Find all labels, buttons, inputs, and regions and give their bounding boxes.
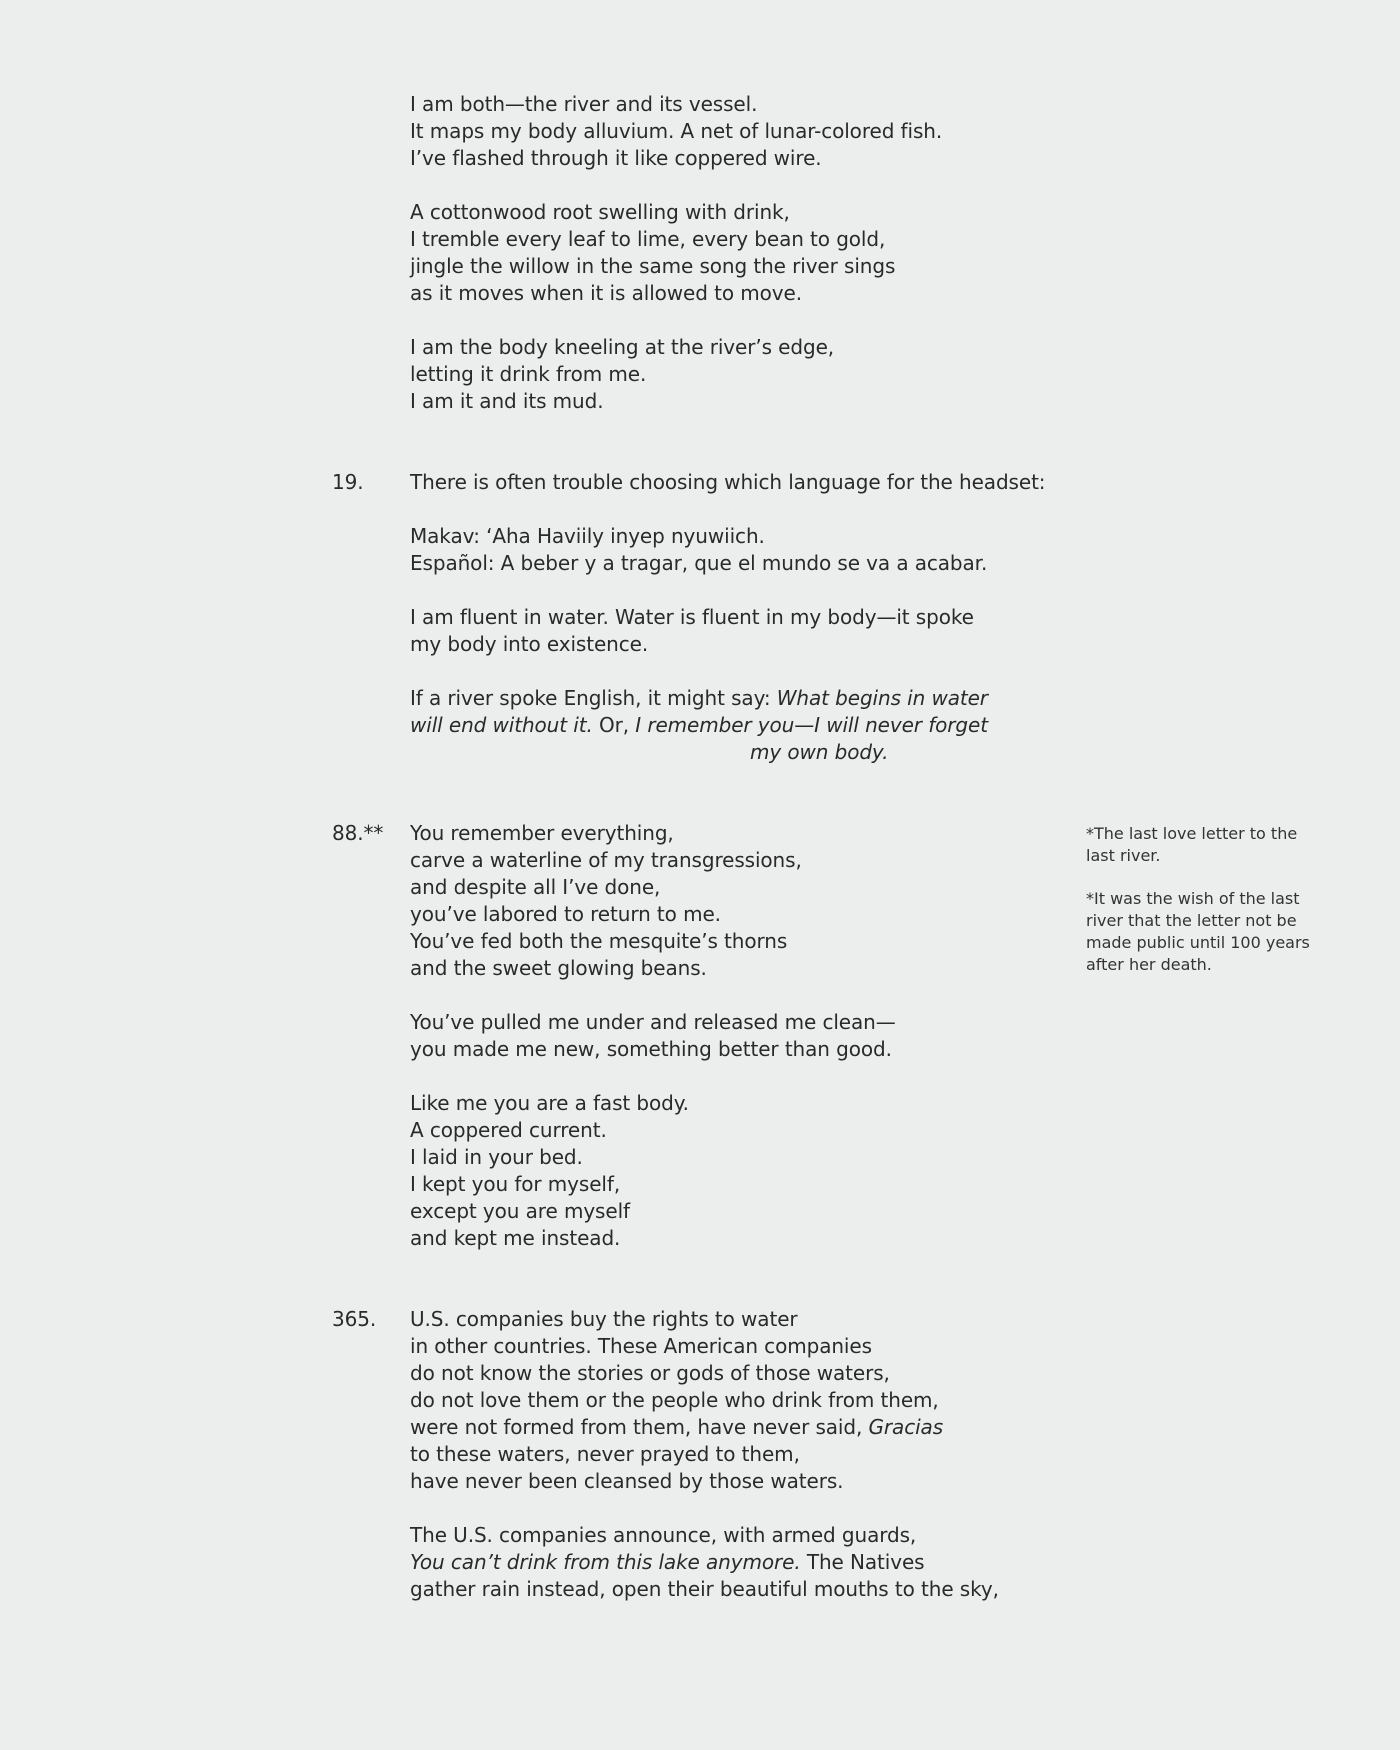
italic-text: I remember you—I will never forget (635, 713, 988, 737)
poem-line: You’ve pulled me under and released me clean— (410, 1010, 896, 1034)
poem-line (410, 739, 1050, 766)
poem-line: I’ve flashed through it like coppered wire. (410, 146, 822, 170)
poem-line: in other countries. These American companies (410, 1334, 872, 1358)
section-number-19: 19. (332, 470, 364, 494)
poem-section-opening (410, 91, 1050, 415)
stanza (410, 685, 1050, 766)
stanza (410, 523, 1050, 577)
line-text: Or, (592, 713, 636, 737)
italic-text: What begins in water (776, 686, 988, 710)
poem-line: and the sweet glowing beans. (410, 956, 707, 980)
poem-line: to these waters, never prayed to them, (410, 1442, 800, 1466)
poem-line: you’ve labored to return to me. (410, 902, 721, 926)
poem-line: You’ve fed both the mesquite’s thorns (410, 929, 788, 953)
section-number-88: 88.** (332, 821, 384, 845)
poem-line: gather rain instead, open their beautiful mouths to the sky, (410, 1577, 999, 1601)
poem-section-365 (410, 1306, 1050, 1603)
poem-line: and despite all I’ve done, (410, 875, 661, 899)
poem-line: except you are myself (410, 1199, 630, 1223)
line-text: If a river spoke English, it might say: (410, 686, 777, 710)
poem-line: letting it drink from me. (410, 362, 647, 386)
section-number-365: 365. (332, 1307, 377, 1331)
poem-line: you made me new, something better than good. (410, 1037, 892, 1061)
poem-line (410, 712, 1050, 739)
poem-line: I laid in your bed. (410, 1145, 583, 1169)
italic-text: You can’t drink from this lake anymore. (410, 1550, 801, 1574)
italic-text: Gracias (868, 1415, 944, 1439)
footnote: *It was the wish of the last river that the letter not be made public until 100 years after her death. (1086, 889, 1310, 974)
poem-line: A coppered current. (410, 1118, 607, 1142)
stanza (410, 199, 1050, 307)
italic-text: will end without it. (410, 713, 593, 737)
poem-line: have never been cleansed by those waters. (410, 1469, 844, 1493)
poem-line: You remember everything, (410, 821, 674, 845)
poem-line: The U.S. companies announce, with armed guards, (410, 1523, 917, 1547)
stanza (410, 1009, 1050, 1063)
stanza (410, 1090, 1050, 1252)
poem-line: I am the body kneeling at the river’s edge, (410, 335, 835, 359)
poem-line: I am both—the river and its vessel. (410, 92, 758, 116)
poem-line: as it moves when it is allowed to move. (410, 281, 802, 305)
poem-line: I am it and its mud. (410, 389, 604, 413)
poem-line: I tremble every leaf to lime, every bean to gold, (410, 227, 886, 251)
poem-line: do not love them or the people who drink from them, (410, 1388, 939, 1412)
poem-line: my body into existence. (410, 632, 649, 656)
poem-line (410, 1549, 1050, 1576)
footnote: *The last love letter to the last river. (1086, 824, 1298, 865)
line-text: were not formed from them, have never said, (410, 1415, 869, 1439)
poem-line: It maps my body alluvium. A net of lunar-colored fish. (410, 119, 943, 143)
poem-line: Español: A beber y a tragar, que el mundo se va a acabar. (410, 551, 988, 575)
poem-line (410, 1414, 1050, 1441)
poem-line: A cottonwood root swelling with drink, (410, 200, 790, 224)
poem-line: I kept you for myself, (410, 1172, 621, 1196)
poem-line: There is often trouble choosing which language for the headset: (410, 470, 1046, 494)
poem-line (410, 685, 1050, 712)
line-text: The Natives (800, 1550, 925, 1574)
stanza (410, 91, 1050, 172)
stanza (410, 334, 1050, 415)
poem-line: I am fluent in water. Water is fluent in my body—it spoke (410, 605, 974, 629)
poem-line: Makav: ‘Aha Haviily inyep nyuwiich. (410, 524, 765, 548)
footnotes (1086, 823, 1326, 997)
poem-line: and kept me instead. (410, 1226, 621, 1250)
stanza (410, 820, 1050, 982)
stanza (410, 469, 1050, 496)
stanza (410, 1306, 1050, 1495)
poem-line: U.S. companies buy the rights to water (410, 1307, 798, 1331)
poem-line: jingle the willow in the same song the river sings (410, 254, 896, 278)
poem-section-88 (410, 820, 1050, 1252)
italic-text: my own body. (750, 740, 889, 764)
stanza (410, 1522, 1050, 1603)
poem-line: Like me you are a fast body. (410, 1091, 689, 1115)
poem-line: carve a waterline of my transgressions, (410, 848, 802, 872)
poem-section-19 (410, 469, 1050, 766)
stanza (410, 604, 1050, 658)
poem-line: do not know the stories or gods of those waters, (410, 1361, 890, 1385)
